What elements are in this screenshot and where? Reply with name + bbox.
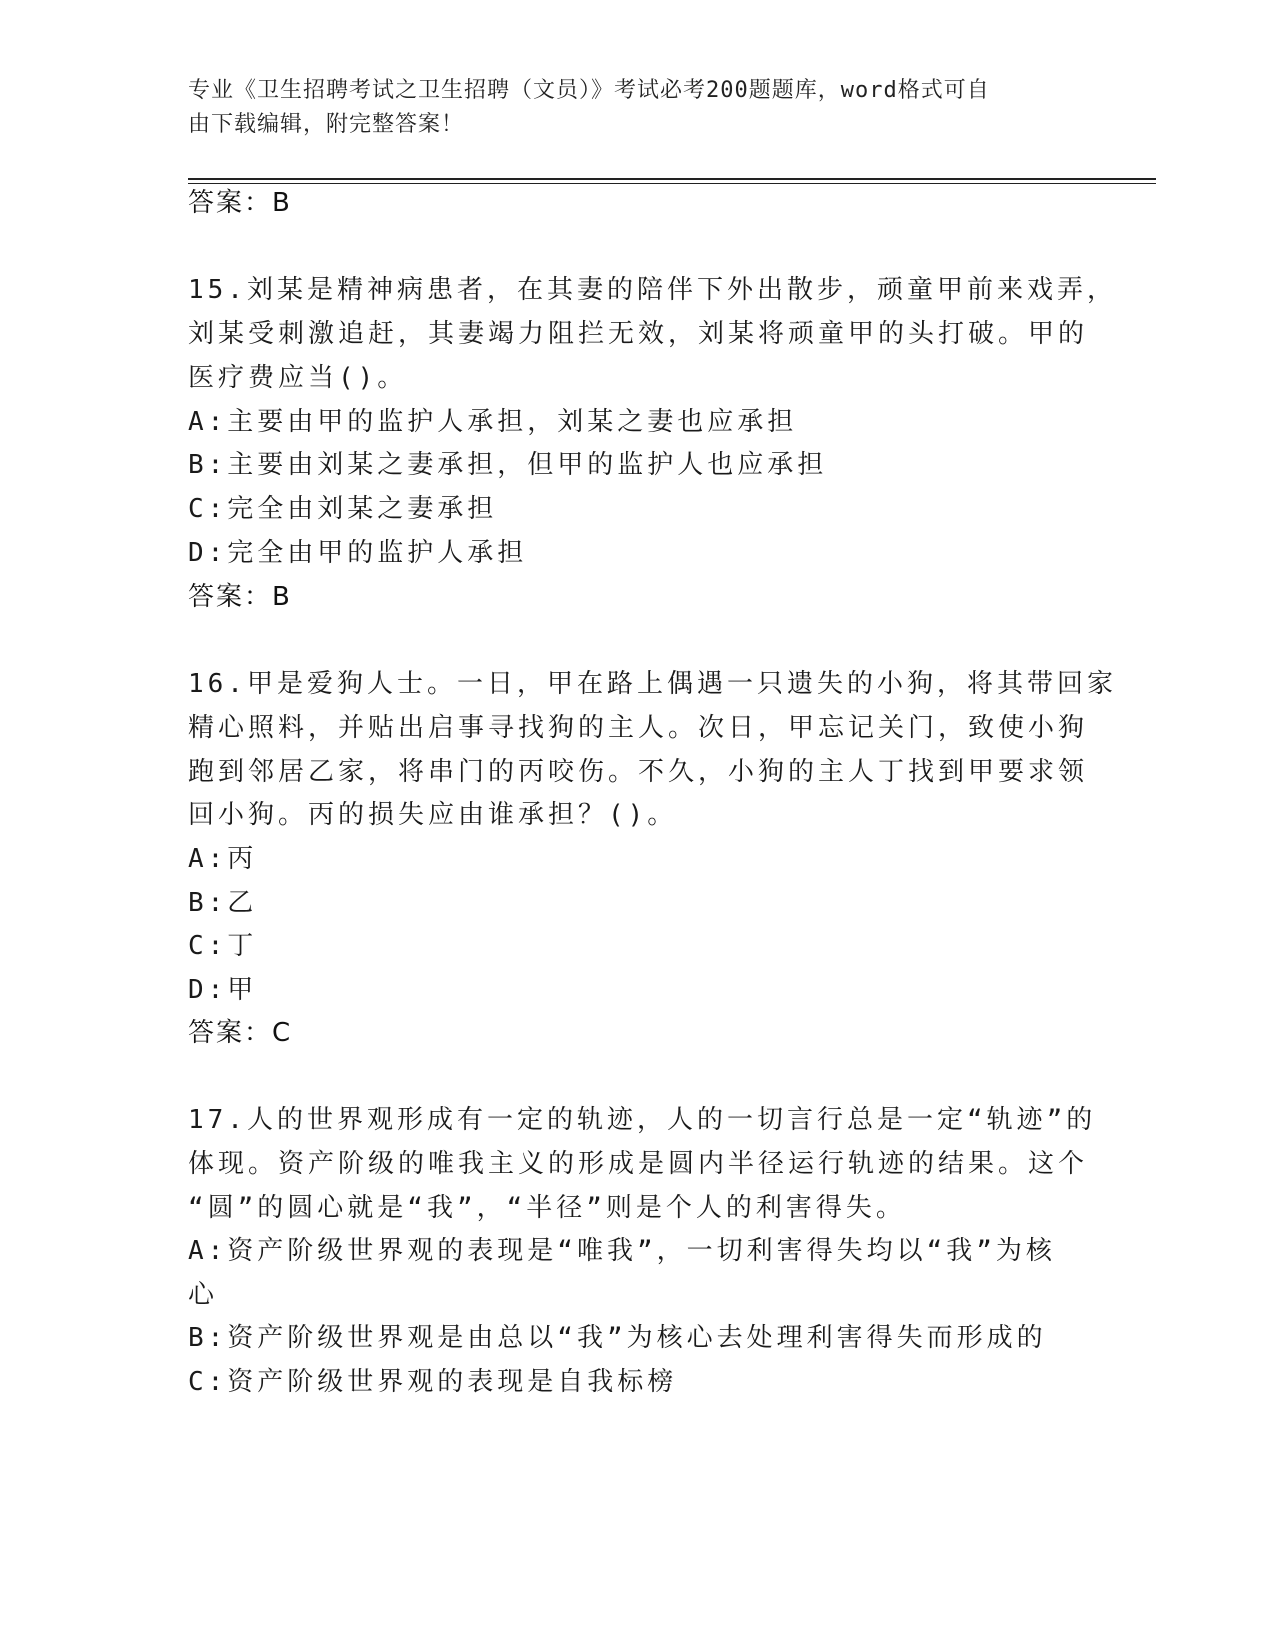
question-17-line-3: “圆”的圆心就是“我”，“半径”则是个人的利害得失。: [188, 1193, 906, 1223]
question-16-option-a: A:丙: [188, 844, 258, 874]
question-15-option-b: B:主要由刘某之妻承担，但甲的监护人也应承担: [188, 450, 828, 480]
header-line-1: 专业《卫生招聘考试之卫生招聘（文员）》考试必考200题题库，word格式可自: [188, 78, 990, 103]
question-16-line-4: 回小狗。丙的损失应由谁承担？()。: [188, 800, 678, 830]
question-17-line-2: 体现。资产阶级的唯我主义的形成是圆内半径运行轨迹的结果。这个: [188, 1149, 1089, 1179]
header-divider-thick: [188, 178, 1156, 180]
question-17-line-1: 17.人的世界观形成有一定的轨迹，人的一切言行总是一定“轨迹”的: [188, 1105, 1097, 1135]
question-16-answer: 答案：C: [188, 1018, 293, 1048]
question-15-line-1: 15.刘某是精神病患者，在其妻的陪伴下外出散步，顽童甲前来戏弄，: [188, 275, 1117, 305]
answer-previous: 答案：B: [188, 188, 292, 218]
question-15-option-c: C:完全由刘某之妻承担: [188, 494, 498, 524]
question-15-option-d: D:完全由甲的监护人承担: [188, 538, 528, 568]
question-17-option-b: B:资产阶级世界观是由总以“我”为核心去处理利害得失而形成的: [188, 1323, 1047, 1353]
document-header: [188, 74, 1068, 142]
question-16-line-3: 跑到邻居乙家，将串门的丙咬伤。不久，小狗的主人丁找到甲要求领: [188, 757, 1089, 787]
question-15-line-3: 医疗费应当()。: [188, 363, 408, 393]
question-16-option-c: C:丁: [188, 931, 258, 961]
question-15-answer: 答案：B: [188, 582, 292, 612]
question-16-option-d: D:甲: [188, 975, 258, 1005]
question-16-option-b: B:乙: [188, 888, 258, 918]
question-16-line-1: 16.甲是爱狗人士。一日，甲在路上偶遇一只遗失的小狗，将其带回家: [188, 669, 1117, 699]
header-line-2: 由下载编辑，附完整答案！: [188, 112, 465, 137]
question-16-line-2: 精心照料，并贴出启事寻找狗的主人。次日，甲忘记关门，致使小狗: [188, 713, 1089, 743]
header-divider-thin: [188, 183, 1156, 184]
question-17-option-a: A:资产阶级世界观的表现是“唯我”，一切利害得失均以“我”为核: [188, 1236, 1056, 1266]
question-17-option-c: C:资产阶级世界观的表现是自我标榜: [188, 1367, 678, 1397]
question-15-line-2: 刘某受刺激追赶，其妻竭力阻拦无效，刘某将顽童甲的头打破。甲的: [188, 319, 1089, 349]
question-15-option-a: A:主要由甲的监护人承担，刘某之妻也应承担: [188, 407, 798, 437]
question-17-option-a-continued: 心: [188, 1280, 219, 1310]
